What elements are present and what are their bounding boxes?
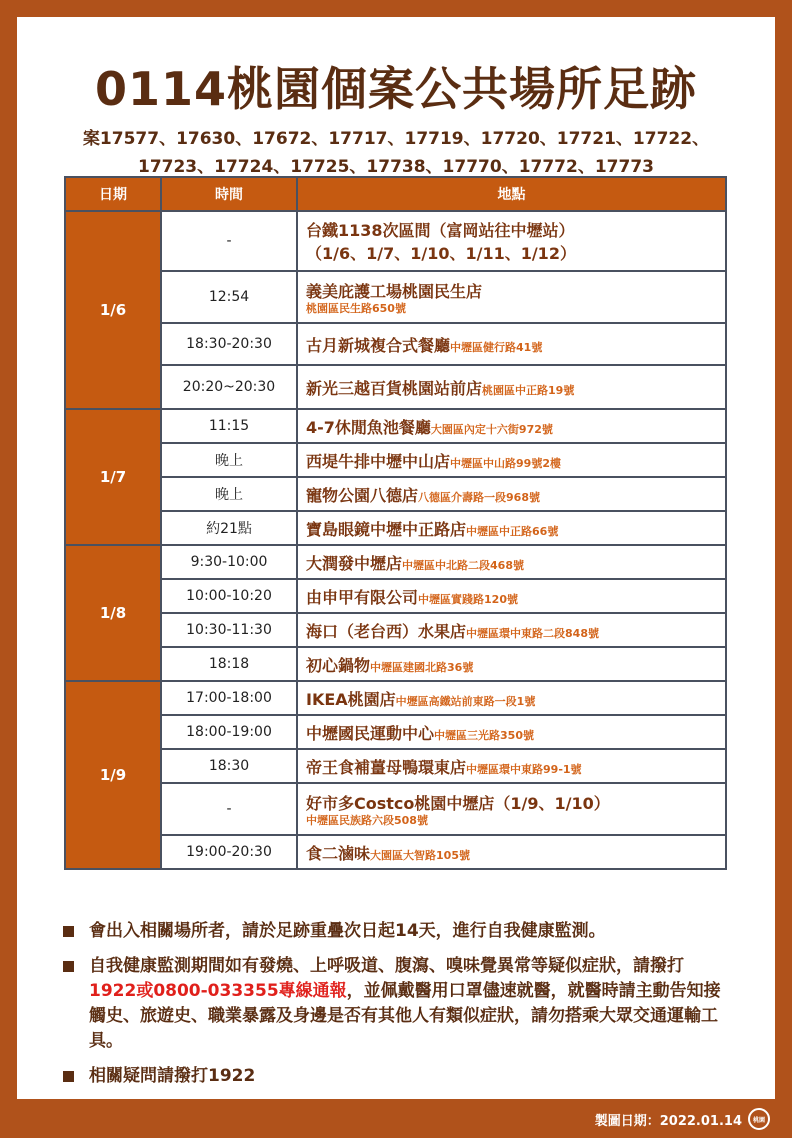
place-address: 中壢區三光路350號 bbox=[434, 728, 534, 742]
place-name: 食二滷味 bbox=[306, 843, 371, 863]
square-bullet-icon bbox=[63, 961, 74, 972]
time-cell: 18:00-19:00 bbox=[161, 715, 297, 749]
note-text: 相關疑問請撥打1922 bbox=[89, 1066, 256, 1086]
table-row bbox=[65, 613, 726, 647]
place-address: 中壢區中北路二段468號 bbox=[402, 558, 524, 572]
location-cell bbox=[297, 835, 726, 869]
table-row bbox=[65, 211, 726, 271]
table-row bbox=[65, 545, 726, 579]
place-address: 桃園區民生路650號 bbox=[306, 301, 406, 315]
location-cell bbox=[297, 783, 726, 835]
time-cell: 20:20~20:30 bbox=[161, 365, 297, 409]
note-text: 自我健康監測期間如有發燒、上呼吸道、腹瀉、嗅味覺異常等疑似症狀，請撥打 bbox=[89, 956, 684, 976]
time-cell: 19:00-20:30 bbox=[161, 835, 297, 869]
place-address: 中壢區實踐路120號 bbox=[418, 592, 518, 606]
table-row bbox=[65, 783, 726, 835]
place-name: 古月新城複合式餐廳 bbox=[306, 335, 451, 355]
time-cell: 約21點 bbox=[161, 511, 297, 545]
note-item bbox=[61, 1064, 761, 1089]
place-address: 中壢區高鐵站前東路一段1號 bbox=[395, 694, 536, 708]
case-numbers-line-2: 17723、17724、17725、17738、17770、17772、17773 bbox=[137, 157, 654, 177]
location-cell bbox=[297, 613, 726, 647]
place-name: 帝王食補薑母鴨環東店 bbox=[306, 757, 467, 777]
time-cell: 11:15 bbox=[161, 409, 297, 443]
table-row bbox=[65, 647, 726, 681]
location-cell bbox=[297, 323, 726, 365]
table-row bbox=[65, 443, 726, 477]
table-row bbox=[65, 681, 726, 715]
place-address: 中壢區環中東路99-1號 bbox=[466, 762, 582, 776]
square-bullet-icon bbox=[63, 926, 74, 937]
place-name: 新光三越百貨桃園站前店 bbox=[306, 378, 483, 398]
place-address: 八德區介壽路一段968號 bbox=[418, 490, 540, 504]
time-cell: - bbox=[161, 211, 297, 271]
place-address: 中壢區中正路66號 bbox=[466, 524, 559, 538]
hotline-highlight: 1922或0800-033355專線通報 bbox=[89, 981, 347, 1001]
location-cell bbox=[297, 477, 726, 511]
production-date: 製圖日期：2022.01.14 bbox=[594, 1113, 742, 1129]
place-address: 中壢區建國北路36號 bbox=[370, 660, 474, 674]
date-cell: 1/6 bbox=[65, 211, 161, 409]
taoyuan-emblem-icon: 桃園 bbox=[748, 1108, 770, 1130]
place-name: 寶島眼鏡中壢中正路店 bbox=[306, 519, 467, 539]
table-row bbox=[65, 579, 726, 613]
time-cell: 晚上 bbox=[161, 443, 297, 477]
header-time: 時間 bbox=[161, 177, 297, 211]
time-cell: 18:18 bbox=[161, 647, 297, 681]
place-name: 由申甲有限公司 bbox=[306, 587, 419, 607]
place-name: 寵物公園八德店 bbox=[306, 485, 419, 505]
square-bullet-icon bbox=[63, 1071, 74, 1082]
place-name: IKEA桃園店 bbox=[306, 689, 396, 709]
place-name: 中壢國民運動中心 bbox=[306, 723, 435, 743]
date-cell: 1/9 bbox=[65, 681, 161, 869]
location-cell bbox=[297, 715, 726, 749]
location-cell bbox=[297, 271, 726, 323]
header-location: 地點 bbox=[297, 177, 726, 211]
place-address: 大園區內定十六街972號 bbox=[430, 422, 553, 436]
note-text: ，並佩戴醫用口罩儘速就醫，就醫時請主動告知接觸史、旅遊史、職業暴露及身邊是否有其他人有類似症狀，請勿搭乘大眾交通運輸工具。 bbox=[89, 981, 721, 1051]
time-cell: 9:30-10:00 bbox=[161, 545, 297, 579]
table-row bbox=[65, 749, 726, 783]
note-item bbox=[61, 919, 761, 944]
place-address: 大園區大智路105號 bbox=[370, 848, 470, 862]
time-cell: 18:30-20:30 bbox=[161, 323, 297, 365]
time-cell: 17:00-18:00 bbox=[161, 681, 297, 715]
case-numbers bbox=[17, 125, 775, 181]
table-row bbox=[65, 511, 726, 545]
place-name: 台鐵1138次區間（富岡站往中壢站） bbox=[306, 221, 575, 240]
location-cell bbox=[297, 749, 726, 783]
location-cell bbox=[297, 511, 726, 545]
place-name: 好市多Costco桃園中壢店（1/9、1/10） bbox=[306, 793, 610, 813]
location-cell bbox=[297, 579, 726, 613]
table-row bbox=[65, 715, 726, 749]
footprint-table bbox=[64, 176, 727, 870]
header-date: 日期 bbox=[65, 177, 161, 211]
note-item bbox=[61, 954, 761, 1054]
table-row bbox=[65, 323, 726, 365]
location-cell bbox=[297, 681, 726, 715]
page-title: 0114桃園個案公共場所足跡 bbox=[94, 62, 698, 116]
place-name: 海口（老台西）水果店 bbox=[306, 621, 467, 641]
time-cell: 10:00-10:20 bbox=[161, 579, 297, 613]
location-cell bbox=[297, 443, 726, 477]
location-cell bbox=[297, 365, 726, 409]
location-cell bbox=[297, 545, 726, 579]
place-address: 中壢區民族路六段508號 bbox=[306, 813, 428, 827]
place-name-dates: （1/6、1/7、1/10、1/11、1/12） bbox=[306, 244, 576, 263]
table-row bbox=[65, 477, 726, 511]
date-cell: 1/8 bbox=[65, 545, 161, 681]
location-cell bbox=[297, 647, 726, 681]
footer bbox=[595, 1108, 770, 1130]
place-name: 4-7休閒魚池餐廳 bbox=[306, 417, 431, 437]
location-cell bbox=[297, 409, 726, 443]
place-name: 義美庇護工場桃園民生店 bbox=[306, 281, 483, 301]
table-row bbox=[65, 835, 726, 869]
date-cell: 1/7 bbox=[65, 409, 161, 545]
table-row bbox=[65, 409, 726, 443]
table-header-row bbox=[65, 177, 726, 211]
time-cell: - bbox=[161, 783, 297, 835]
time-cell: 12:54 bbox=[161, 271, 297, 323]
case-numbers-line-1: 案17577、17630、17672、17717、17719、17720、17721、17722、 bbox=[82, 129, 710, 149]
place-address: 桃園區中正路19號 bbox=[482, 383, 575, 397]
time-cell: 晚上 bbox=[161, 477, 297, 511]
time-cell: 10:30-11:30 bbox=[161, 613, 297, 647]
place-name: 西堤牛排中壢中山店 bbox=[306, 451, 451, 471]
place-address: 中壢區健行路41號 bbox=[450, 340, 543, 354]
time-cell: 18:30 bbox=[161, 749, 297, 783]
notes-section bbox=[61, 919, 761, 1099]
note-text: 會出入相關場所者，請於足跡重疊次日起14天，進行自我健康監測。 bbox=[89, 921, 606, 941]
table-row bbox=[65, 271, 726, 323]
table-row bbox=[65, 365, 726, 409]
poster-panel bbox=[17, 17, 775, 1099]
place-name: 初心鍋物 bbox=[306, 655, 371, 675]
place-name: 大潤發中壢店 bbox=[306, 553, 403, 573]
location-cell bbox=[297, 211, 726, 271]
place-address: 中壢區環中東路二段848號 bbox=[466, 626, 599, 640]
place-address: 中壢區中山路99號2樓 bbox=[450, 456, 561, 470]
